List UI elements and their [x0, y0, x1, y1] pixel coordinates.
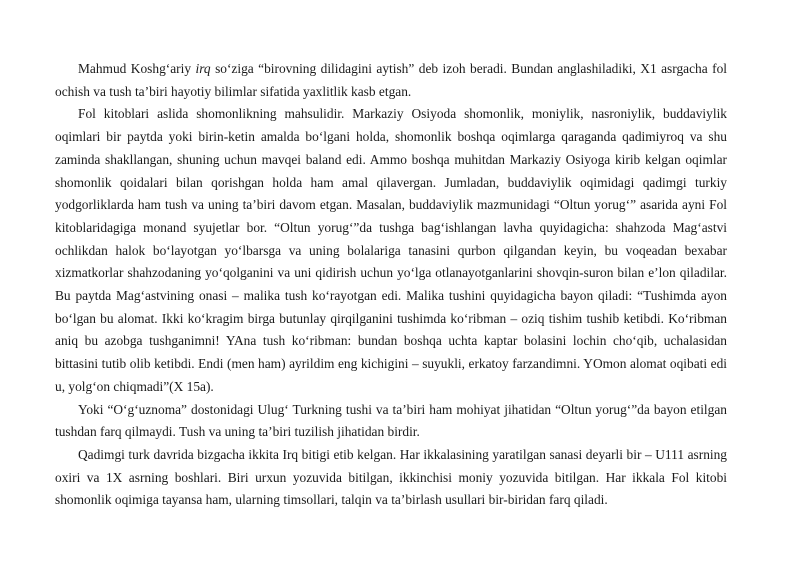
paragraph-3: Yoki “O‘g‘uznoma” dostonidagi Ulug‘ Turkning tushi va ta’biri ham mohiyat jihatidan “Oltun yorug‘”da bayon etilgan tushdan farq qilmaydi. Tush va uning ta’biri tuzilish jihatidan birdir.: [55, 401, 727, 440]
paragraph-1: [55, 58, 727, 103]
paragraph-1-start: Mahmud Koshg‘ariy: [78, 61, 196, 76]
paragraph-1-end: so‘ziga “birovning dilidagini aytish” deb izoh beradi. Bundan anglashiladiki, X1 asrgacha fol ochish va tush ta’biri hayotiy bilimlar sifatida yaxlitlik kasb etgan.: [55, 61, 727, 99]
paragraph-4: Qadimgi turk davrida bizgacha ikkita Irq bitigi etib kelgan. Har ikkalasining yaratilgan sanasi deyarli bir – U111 asrning oxiri va 1X asrning boshlari. Biri urxun yozuvida bitilgan, ikkinchisi moniy yozuvida bitilgan. Har ikkala Fol kitobi shomonlik oqimiga tayansa ham, ularning timsollari, talqin va ta’birlash usullari bir-biridan farq qiladi.: [55, 446, 727, 508]
document-page: [55, 58, 727, 512]
paragraph-2: Fol kitoblari aslida shomonlikning mahsulidir. Markaziy Osiyoda shomonlik, moniylik, nasroniylik, buddaviylik oqimlari bir paytda yoki birin-ketin amalda bo‘lgani holda, shomonlik boshqa oqimlarga qaraganda qadimiyroq va shu zaminda shakllangan, shuning uchun mavqei baland edi. Ammo boshqa muhitdan Markaziy Osiyoga kirib kelgan oqimlar shomonlik qoidalari bilan qorishgan holda ham amal qilavergan. Jumladan, buddaviylik oqimidagi qadimgi turkiy yodgorliklarda ham tush va uning ta’biri davom etgan. Masalan, buddaviylik mazmunidagi “Oltun yorug‘” asarida ayni Fol kitoblaridagiga monand syujetlar bor. “Oltun yorug‘”da tushga bag‘ishlangan lavha quyidagicha: shahzoda Mag‘astvi ochlikdan halok bo‘layotgan yo‘lbarsga va uning bolalariga tanasini qurbon qilgandan keyin, bu voqeadan bexabar xizmatkorlar shahzodaning yo‘qolganini va uni qidirish uchun yo‘lga otlanayotganlarini shovqin-suron bilan e’lon qiladilar. Bu paytda Mag‘astvining onasi – malika tush ko‘rayotgan edi. Malika tushini quyidagicha bayon qiladi: “Tushimda ayon bo‘lgan bu alomat. Ikki ko‘kragim birga butunlay qirqilganini tushimda ko‘ribman – oziq tishim tushib ketibdi. Ko‘ribman aniq bu azobga tushganimni! YAna tush ko‘ribman: bundan boshqa uchta kaptar bolasini lochin cho‘qib, uchalasidan bittasini tutib olib ketibdi. Endi (men ham) ayrildim eng kichigini – suyukli, erkatoy farzandimni. YOmon alomat oqibati edi u, yolg‘on chiqmadi”(X 15a).: [55, 106, 727, 394]
paragraph-1-italic-term: irq: [195, 61, 211, 76]
